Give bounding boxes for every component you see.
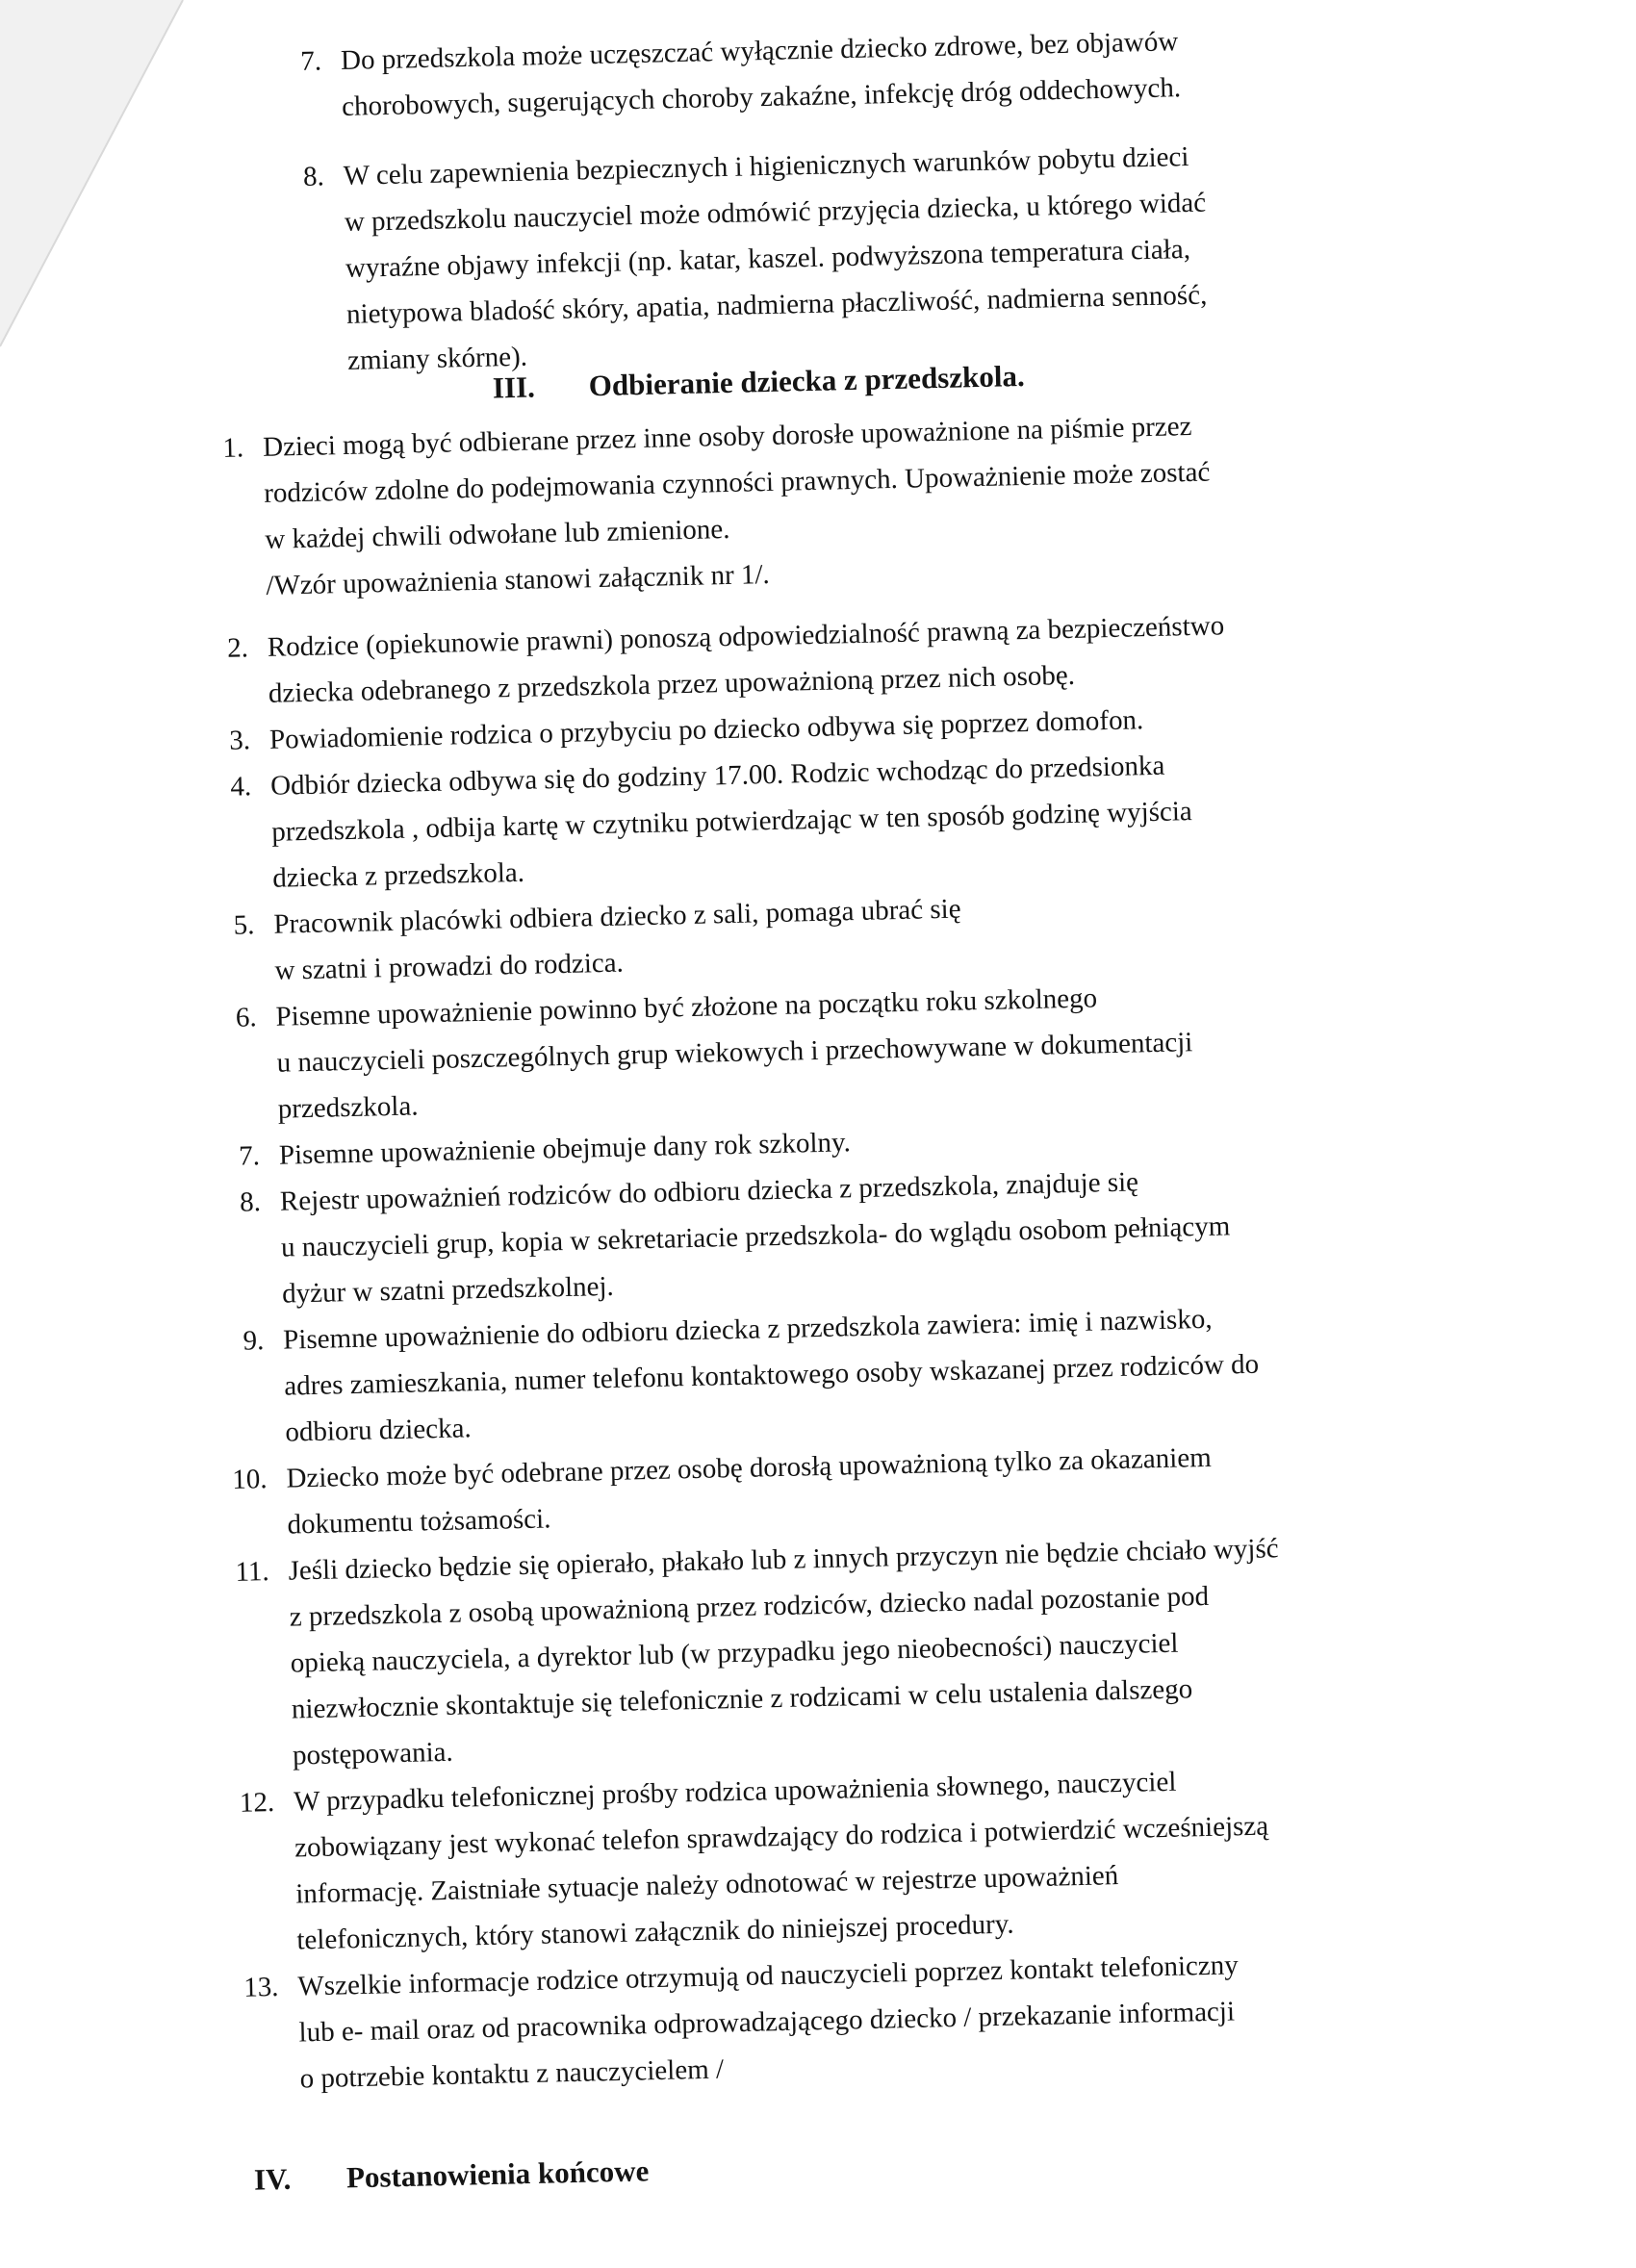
list-item-line: Powiadomienie rodzica o przybyciu po dziecko odbywa się poprzez domofon. <box>268 704 1144 755</box>
section-number: III. <box>492 370 536 405</box>
list-item-line: telefonicznych, który stanowi załącznik do niniejszej procedury. <box>296 1908 1014 1956</box>
list-item-number: 13. <box>243 1971 279 2003</box>
list-item-number: 2. <box>226 632 249 664</box>
list-item-line: W celu zapewnienia bezpiecznych i higienicznych warunków pobytu dzieci <box>343 140 1189 191</box>
list-item-number: 1. <box>222 432 244 464</box>
list-item-line: wyraźne objawy infekcji (np. katar, kaszel. podwyższona temperatura ciała, <box>345 233 1191 284</box>
list-item-number: 4. <box>230 771 252 803</box>
list-item-line: opieką nauczyciela, a dyrektor lub (w przypadku jego nieobecności) nauczyciel <box>290 1627 1179 1679</box>
list-item-line: przedszkola , odbija kartę w czytniku potwierdzając w ten sposób godzinę wyjścia <box>270 796 1193 848</box>
list-item-line: dziecka odebranego z przedszkola przez upoważnioną przez nich osobę. <box>268 659 1076 709</box>
list-item-line: w szatni i prowadzi do rodzica. <box>274 947 625 986</box>
list-item-line: dyżur w szatni przedszkolnej. <box>281 1270 615 1310</box>
list-item-number: 8. <box>302 161 325 192</box>
list-item-line: niezwłocznie skontaktuje się telefonicznie z rodzicami w celu ustalenia dalszego <box>291 1673 1193 1725</box>
list-item-line: Dzieci mogą być odbierane przez inne osoby dorosłe upoważnione na piśmie przez <box>262 410 1192 463</box>
list-item-line: Jeśli dziecko będzie się opierało, płakało lub z innych przyczyn nie będzie chciało wyjść <box>288 1533 1279 1587</box>
list-item-line: postępowania. <box>292 1736 454 1771</box>
list-item-number: 6. <box>235 1002 257 1033</box>
section-title: Postanowienia końcowe <box>345 2153 650 2195</box>
list-item-number: 9. <box>243 1325 265 1357</box>
section-number: IV. <box>253 2161 292 2197</box>
list-item-line: Dziecko może być odebrane przez osobę dorosłą upoważnioną tylko za okazaniem <box>286 1441 1213 1494</box>
list-item-line: zmiany skórne). <box>346 341 528 376</box>
list-item-line: Wszelkie informacje rodzice otrzymują od nauczycieli poprzez kontakt telefoniczny <box>297 1949 1240 2002</box>
list-item-line: dokumentu tożsamości. <box>287 1503 551 1541</box>
list-item-line: o potrzebie kontaktu z nauczycielem / <box>299 2053 725 2095</box>
list-item-line: w każdej chwili odwołane lub zmienione. <box>264 513 730 555</box>
list-item-line: odbioru dziecka. <box>285 1413 472 1448</box>
list-item-line: u nauczycieli grup, kopia w sekretariacie przedszkola- do wglądu osobom pełniącym <box>280 1210 1231 1263</box>
list-item-line: Rejestr upoważnień rodziców do odbioru dziecka z przedszkola, znajduje się <box>279 1166 1139 1217</box>
section-title: Odbieranie dziecka z przedszkola. <box>588 358 1025 403</box>
list-item-line: w przedszkolu nauczyciel może odmówić przyjęcia dziecka, u którego widać <box>344 187 1207 238</box>
list-item-line: Do przedszkola może uczęszczać wyłącznie dziecko zdrowe, bez objawów <box>340 26 1179 76</box>
list-item-line: z przedszkola z osobą upoważnioną przez rodziców, dziecko nadal pozostanie pod <box>289 1580 1210 1633</box>
list-item-line: Rodzice (opiekunowie prawni) ponoszą odpowiedzialność prawną za bezpieczeństwo <box>267 610 1225 663</box>
list-item-number: 10. <box>231 1464 268 1495</box>
list-item-line: Pracownik placówki odbiera dziecko z sali, pomaga ubrać się <box>273 893 961 940</box>
list-item-line: lub e- mail oraz od pracownika odprowadzającego dziecko / przekazanie informacji <box>298 1996 1236 2049</box>
list-item-line: informację. Zaistniałe sytuacje należy odnotować w rejestrze upoważnień <box>294 1860 1119 1910</box>
list-item-line: przedszkola. <box>277 1090 419 1125</box>
list-item-number: 5. <box>233 909 255 941</box>
list-item-line: Odbiór dziecka odbywa się do godziny 17.00. Rodzic wchodząc do przedsionka <box>269 750 1165 802</box>
list-item-number: 12. <box>239 1786 275 1819</box>
list-item-line: /Wzór upoważnienia stanowi załącznik nr 1/. <box>266 558 771 601</box>
list-item-number: 11. <box>235 1556 270 1588</box>
list-item-line: rodziców zdolne do podejmowania czynności prawnych. Upoważnienie może zostać <box>263 456 1211 509</box>
list-item-number: 3. <box>228 725 251 756</box>
list-item-line: Pisemne upoważnienie do odbioru dziecka z przedszkola zawiera: imię i nazwisko, <box>282 1303 1213 1356</box>
list-item-number: 8. <box>239 1186 262 1218</box>
list-item-line: W przypadku telefonicznej prośby rodzica upoważnienia słownego, nauczyciel <box>293 1766 1177 1818</box>
list-item-line: dziecka z przedszkola. <box>271 856 525 894</box>
list-item-line: Pisemne upoważnienie powinno być złożone na początku roku szkolnego <box>275 982 1098 1032</box>
list-item-line: adres zamieszkania, numer telefonu kontaktowego osoby wskazanej przez rodziców do <box>283 1348 1260 1402</box>
list-item-number: 7. <box>238 1140 261 1172</box>
list-item-line: Pisemne upoważnienie obejmuje dany rok szkolny. <box>278 1127 852 1171</box>
list-item-number: 7. <box>299 45 322 77</box>
list-item-line: zobowiązany jest wykonać telefon sprawdzający do rodzica i potwierdzić wcześniejszą <box>294 1810 1269 1864</box>
list-item-line: chorobowych, sugerujących choroby zakaźne, infekcję dróg oddechowych. <box>341 72 1182 122</box>
list-item-line: u nauczycieli poszczególnych grup wiekowych i przechowywane w dokumentacji <box>276 1027 1193 1079</box>
list-item-line: nietypowa bladość skóry, apatia, nadmierna płaczliwość, nadmierna senność, <box>345 279 1208 330</box>
